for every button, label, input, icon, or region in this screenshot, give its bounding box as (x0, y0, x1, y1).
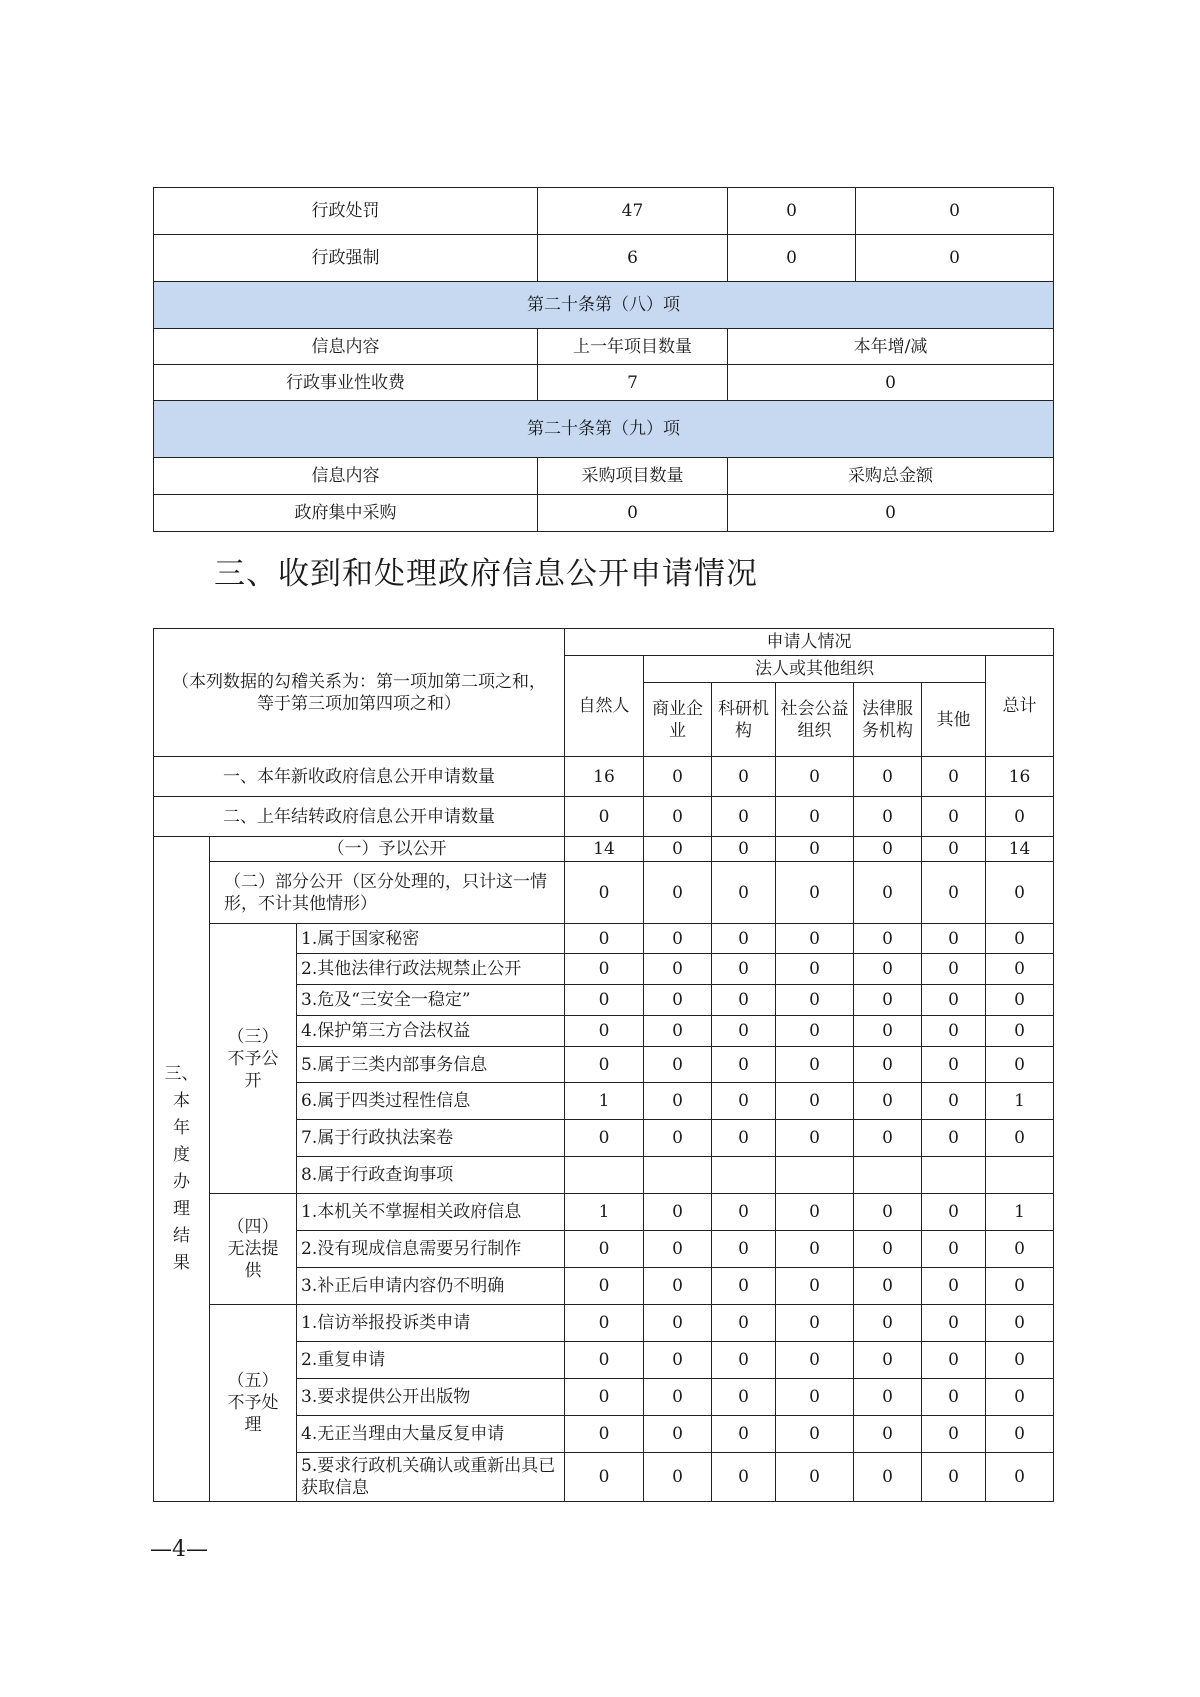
cell: 0 (776, 1342, 854, 1379)
cell: 0 (922, 1231, 986, 1268)
cell: 0 (776, 757, 854, 797)
cell: 7 (538, 365, 728, 401)
cell: 0 (986, 862, 1054, 924)
cell: 0 (986, 1231, 1054, 1268)
section-heading: 三、收到和处理政府信息公开申请情况 (214, 556, 758, 592)
group-label: （四）无法提供 (210, 1194, 297, 1305)
cell: 0 (728, 188, 856, 235)
cell: 0 (922, 1379, 986, 1416)
section-header (154, 282, 1054, 329)
cell: 16 (565, 757, 644, 797)
cell: 0 (986, 924, 1054, 954)
cell (922, 1157, 986, 1194)
cell: 0 (565, 797, 644, 837)
column-header: 申请人情况 (565, 629, 1054, 656)
cell: 0 (986, 1416, 1054, 1453)
cell: 0 (986, 1047, 1054, 1083)
cell: 0 (922, 1016, 986, 1047)
cell: 0 (776, 954, 854, 985)
cell: 0 (565, 1268, 644, 1305)
section-title: 第二十条第（九）项 (154, 401, 1054, 458)
row-label: 行政事业性收费 (154, 365, 538, 401)
row-label: 2.没有现成信息需要另行制作 (297, 1231, 565, 1268)
cell: 1 (986, 1194, 1054, 1231)
column-header: 科研机构 (712, 683, 776, 757)
cell: 0 (854, 757, 922, 797)
cell: 0 (644, 1083, 712, 1120)
row-label: 2.其他法律行政法规禁止公开 (297, 954, 565, 985)
cell: 0 (986, 1342, 1054, 1379)
cell: 0 (728, 495, 1054, 532)
cell: 0 (922, 757, 986, 797)
cell (565, 1157, 644, 1194)
cell: 0 (986, 1453, 1054, 1502)
vertical-char: 办 (173, 1172, 190, 1192)
cell: 0 (644, 1231, 712, 1268)
column-header: 信息内容 (154, 458, 538, 495)
cell: 0 (922, 1416, 986, 1453)
cell: 0 (986, 797, 1054, 837)
cell: 0 (712, 797, 776, 837)
cell: 0 (854, 797, 922, 837)
cell (644, 1157, 712, 1194)
cell: 0 (712, 1342, 776, 1379)
table-header-row (154, 329, 1054, 365)
cell: 0 (776, 1379, 854, 1416)
row-label: （一）予以公开 (210, 837, 565, 862)
cell: 0 (712, 1231, 776, 1268)
table-row (154, 188, 1054, 235)
cell: 0 (565, 1342, 644, 1379)
vertical-char: 本 (173, 1091, 190, 1111)
cell: 0 (854, 837, 922, 862)
cell: 0 (644, 1416, 712, 1453)
row-label: 6.属于四类过程性信息 (297, 1083, 565, 1120)
cell: 0 (644, 1342, 712, 1379)
column-header: 本年增/减 (728, 329, 1054, 365)
group-label: （三）不予公开 (210, 924, 297, 1194)
cell: 0 (565, 1016, 644, 1047)
cell (712, 1157, 776, 1194)
cell: 0 (854, 1416, 922, 1453)
cell: 0 (776, 1194, 854, 1231)
cell: 0 (776, 797, 854, 837)
cell: 0 (644, 1016, 712, 1047)
cell: 0 (922, 797, 986, 837)
row-label: 7.属于行政执法案卷 (297, 1120, 565, 1157)
cell: 0 (644, 924, 712, 954)
cell: 0 (986, 1016, 1054, 1047)
column-header: 法人或其他组织 (644, 656, 986, 683)
cell: 0 (854, 1342, 922, 1379)
vertical-char: 度 (173, 1145, 190, 1165)
cell: 0 (712, 1416, 776, 1453)
cell: 0 (856, 235, 1054, 282)
cell: 0 (922, 924, 986, 954)
vertical-char: 理 (173, 1199, 190, 1219)
cell: 0 (922, 837, 986, 862)
cell: 0 (712, 924, 776, 954)
cell: 0 (854, 1083, 922, 1120)
row-label: 1.信访举报投诉类申请 (297, 1305, 565, 1342)
cell: 0 (922, 862, 986, 924)
group-label: （五）不予处理 (210, 1305, 297, 1502)
application-table (153, 628, 1054, 1502)
cell: 0 (712, 1268, 776, 1305)
cell: 0 (776, 837, 854, 862)
row-label: 1.本机关不掌握相关政府信息 (297, 1194, 565, 1231)
row-label: 2.重复申请 (297, 1342, 565, 1379)
cell: 0 (712, 757, 776, 797)
cell: 0 (986, 1120, 1054, 1157)
cell: 0 (712, 1379, 776, 1416)
cell: 14 (986, 837, 1054, 862)
cell: 0 (922, 1342, 986, 1379)
cell: 0 (644, 1453, 712, 1502)
cell: 0 (565, 1416, 644, 1453)
cell: 0 (776, 1083, 854, 1120)
table-row (154, 924, 1054, 954)
cell: 0 (922, 1047, 986, 1083)
cell: 0 (776, 924, 854, 954)
cell: 0 (986, 954, 1054, 985)
cell: 0 (712, 954, 776, 985)
cell: 0 (712, 837, 776, 862)
cell: 0 (854, 1016, 922, 1047)
row-label: 3.补正后申请内容仍不明确 (297, 1268, 565, 1305)
cell: 0 (776, 1016, 854, 1047)
cell: 16 (986, 757, 1054, 797)
cell: 0 (776, 1120, 854, 1157)
cell (776, 1157, 854, 1194)
cell: 0 (986, 985, 1054, 1016)
cell: 0 (854, 1379, 922, 1416)
table-row (154, 862, 1054, 924)
cell: 0 (644, 1120, 712, 1157)
cell: 0 (854, 1453, 922, 1502)
table-row (154, 757, 1054, 797)
row-label: （二）部分公开（区分处理的，只计这一情形，不计其他情形） (210, 862, 565, 924)
section-title: 第二十条第（八）项 (154, 282, 1054, 329)
cell: 0 (854, 1305, 922, 1342)
cell: 1 (565, 1083, 644, 1120)
cell: 0 (712, 985, 776, 1016)
cell: 0 (776, 1231, 854, 1268)
cell: 6 (538, 235, 728, 282)
cell: 0 (922, 1083, 986, 1120)
cell: 0 (644, 797, 712, 837)
row-label: 行政处罚 (154, 188, 538, 235)
results-vertical-label (154, 837, 210, 1502)
column-header: 信息内容 (154, 329, 538, 365)
cell: 0 (776, 1416, 854, 1453)
cell: 0 (922, 985, 986, 1016)
cell: 0 (565, 1453, 644, 1502)
cell: 0 (776, 1268, 854, 1305)
cell: 0 (854, 1268, 922, 1305)
cell: 1 (986, 1083, 1054, 1120)
cell: 0 (854, 985, 922, 1016)
section-header (154, 401, 1054, 458)
vertical-char: 结 (173, 1226, 190, 1246)
disclosure-table-top (153, 187, 1054, 532)
cell: 0 (776, 985, 854, 1016)
table-row (154, 1194, 1054, 1231)
cell: 0 (538, 495, 728, 532)
column-header: 上一年项目数量 (538, 329, 728, 365)
cell: 0 (712, 1047, 776, 1083)
column-header: 商业企业 (644, 683, 712, 757)
cell: 0 (565, 924, 644, 954)
cell: 0 (776, 1453, 854, 1502)
row-label: 5.要求行政机关确认或重新出具已获取信息 (297, 1453, 565, 1502)
cell: 0 (565, 862, 644, 924)
cell: 0 (644, 837, 712, 862)
cell: 0 (644, 757, 712, 797)
cell: 0 (644, 1379, 712, 1416)
cell: 0 (728, 235, 856, 282)
cell: 0 (922, 954, 986, 985)
table-header-row (154, 458, 1054, 495)
cell: 0 (776, 1047, 854, 1083)
row-label: 政府集中采购 (154, 495, 538, 532)
cell: 0 (565, 1047, 644, 1083)
vertical-char: 三、 (164, 1064, 199, 1084)
cell: 0 (922, 1120, 986, 1157)
cell: 0 (922, 1268, 986, 1305)
cell: 0 (712, 1453, 776, 1502)
cell (854, 1157, 922, 1194)
row-label: 1.属于国家秘密 (297, 924, 565, 954)
cell: 0 (644, 1194, 712, 1231)
note-cell: （本列数据的勾稽关系为：第一项加第二项之和，等于第三项加第四项之和） (154, 629, 565, 757)
cell: 0 (854, 1231, 922, 1268)
cell: 0 (854, 1047, 922, 1083)
cell: 0 (854, 1194, 922, 1231)
cell: 0 (712, 1083, 776, 1120)
cell: 0 (712, 862, 776, 924)
cell: 0 (986, 1268, 1054, 1305)
cell: 0 (565, 954, 644, 985)
cell: 1 (565, 1194, 644, 1231)
cell: 0 (856, 188, 1054, 235)
cell: 0 (854, 1120, 922, 1157)
row-label: 二、上年结转政府信息公开申请数量 (154, 797, 565, 837)
cell: 0 (922, 1194, 986, 1231)
cell: 0 (986, 1379, 1054, 1416)
cell: 0 (728, 365, 1054, 401)
cell: 0 (565, 1305, 644, 1342)
column-header: 采购项目数量 (538, 458, 728, 495)
cell: 0 (644, 985, 712, 1016)
cell: 0 (712, 1194, 776, 1231)
cell: 0 (922, 1305, 986, 1342)
table-row (154, 495, 1054, 532)
vertical-char: 果 (173, 1253, 190, 1273)
cell: 0 (565, 1120, 644, 1157)
table-header-row (154, 629, 1054, 656)
cell: 0 (776, 1305, 854, 1342)
vertical-char: 年 (173, 1118, 190, 1138)
cell: 0 (644, 1047, 712, 1083)
cell: 0 (854, 924, 922, 954)
cell: 0 (565, 1231, 644, 1268)
cell (986, 1157, 1054, 1194)
cell: 0 (644, 1268, 712, 1305)
cell: 0 (712, 1305, 776, 1342)
cell: 0 (776, 862, 854, 924)
column-header: 社会公益组织 (776, 683, 854, 757)
cell: 0 (644, 1305, 712, 1342)
cell: 47 (538, 188, 728, 235)
table-row (154, 837, 1054, 862)
page-number: —4— (150, 1537, 208, 1562)
table-row (154, 797, 1054, 837)
cell: 0 (854, 862, 922, 924)
table-row (154, 365, 1054, 401)
cell: 0 (854, 954, 922, 985)
cell: 0 (565, 985, 644, 1016)
cell: 14 (565, 837, 644, 862)
column-header: 采购总金额 (728, 458, 1054, 495)
row-label: 行政强制 (154, 235, 538, 282)
column-header: 总计 (986, 656, 1054, 757)
row-label: 3.要求提供公开出版物 (297, 1379, 565, 1416)
table-row (154, 235, 1054, 282)
column-header: 其他 (922, 683, 986, 757)
row-label: 8.属于行政查询事项 (297, 1157, 565, 1194)
cell: 0 (565, 1379, 644, 1416)
column-header: 法律服务机构 (854, 683, 922, 757)
cell: 0 (644, 862, 712, 924)
table-row (154, 1305, 1054, 1342)
cell: 0 (644, 954, 712, 985)
cell: 0 (712, 1016, 776, 1047)
column-header: 自然人 (565, 656, 644, 757)
row-label: 4.无正当理由大量反复申请 (297, 1416, 565, 1453)
cell: 0 (712, 1120, 776, 1157)
cell: 0 (922, 1453, 986, 1502)
cell: 0 (986, 1305, 1054, 1342)
row-label: 3.危及“三安全一稳定” (297, 985, 565, 1016)
row-label: 一、本年新收政府信息公开申请数量 (154, 757, 565, 797)
row-label: 5.属于三类内部事务信息 (297, 1047, 565, 1083)
row-label: 4.保护第三方合法权益 (297, 1016, 565, 1047)
